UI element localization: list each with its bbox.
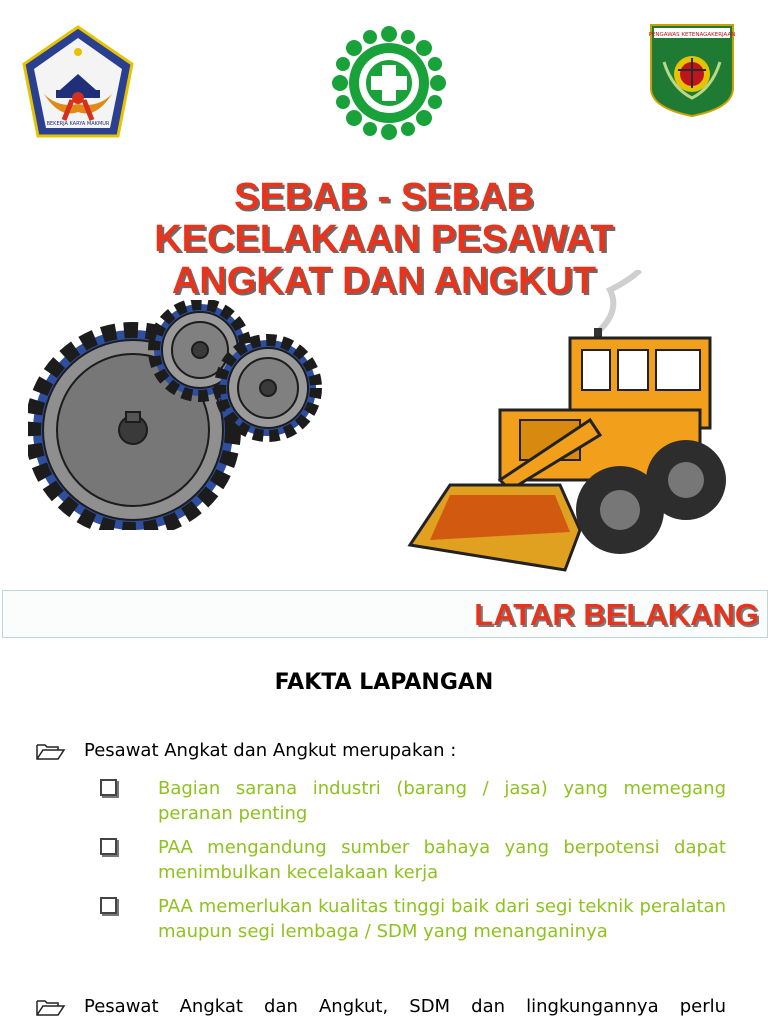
sub-list-item xyxy=(100,776,726,826)
sub-list-item-text: PAA memerlukan kualitas tinggi baik dari segi teknik peralatan maupun segi lembaga / SDM yang menanganinya xyxy=(158,896,726,942)
ministry-emblem-logo xyxy=(20,24,136,142)
gears-icon xyxy=(28,300,328,530)
list-item xyxy=(36,996,726,1017)
shield-caption: PENGAWAS KETENAGAKERJAAN xyxy=(648,32,736,38)
emblem-motto: BEKERJA KARYA MAKMUR xyxy=(46,121,110,127)
banner-title: LATAR BELAKANG xyxy=(474,597,759,632)
list-item-text: Pesawat Angkat dan Angkut, SDM dan lingkungannya perlu xyxy=(84,996,726,1017)
sub-list-item-text: Bagian sarana industri (barang / jasa) yang memegang peranan penting xyxy=(158,778,726,824)
wheel-loader-icon xyxy=(390,270,740,580)
open-folder-icon xyxy=(36,740,66,761)
section-banner xyxy=(2,590,768,638)
checkbox-bullet-icon xyxy=(100,779,117,796)
sub-list xyxy=(100,776,726,953)
sub-list-item xyxy=(100,894,726,944)
labor-inspection-emblem-logo xyxy=(648,22,736,118)
open-folder-icon xyxy=(36,996,66,1017)
title-line-2: KECELAKAAN PESAWAT xyxy=(154,218,614,260)
list-item xyxy=(36,740,456,761)
title-line-1: SEBAB - SEBAB xyxy=(234,176,534,218)
sub-list-item xyxy=(100,835,726,885)
checkbox-bullet-icon xyxy=(100,838,117,855)
k3-safety-emblem-logo xyxy=(330,24,448,142)
list-item-text: Pesawat Angkat dan Angkut merupakan : xyxy=(84,740,457,761)
section-heading: FAKTA LAPANGAN xyxy=(274,670,494,695)
checkbox-bullet-icon xyxy=(100,897,117,914)
title-line-3: ANGKAT DAN ANGKUT xyxy=(171,260,597,302)
sub-list-item-text: PAA mengandung sumber bahaya yang berpotensi dapat menimbulkan kecelakaan kerja xyxy=(158,837,726,883)
